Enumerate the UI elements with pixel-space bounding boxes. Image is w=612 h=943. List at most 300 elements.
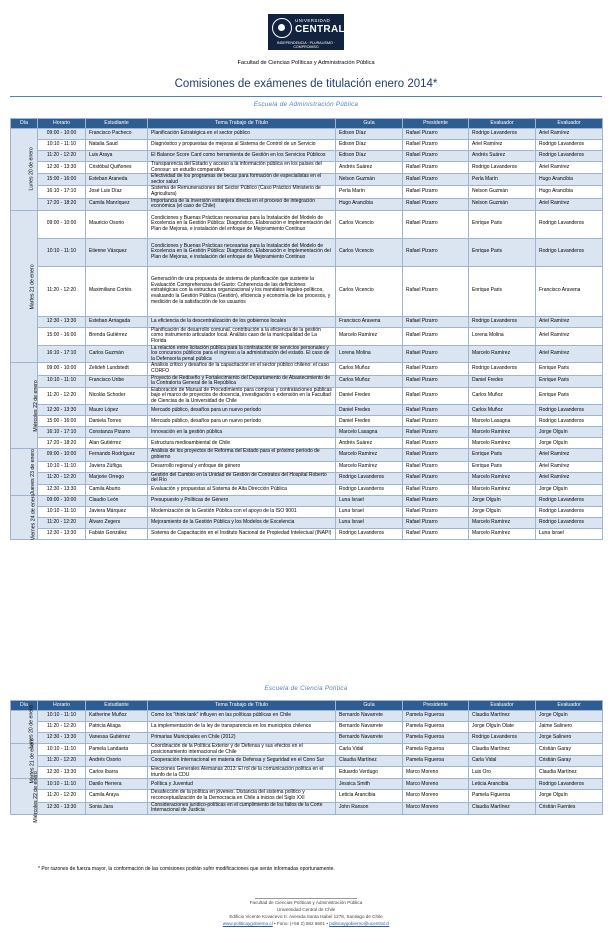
table-row [11,767,603,779]
cell-tema: Desarrollo regional y enfoque de género [148,461,336,472]
cell-presidente: Rafael Pizarro [403,438,469,449]
cell-evaluador: Carlos Muñoz [469,387,536,405]
cell-estudiante: Camila Aburto [86,484,148,495]
cell-evaluador: Ariel Ramírez [536,345,603,363]
cell-tema: Sistema de Remuneraciones del Sector Público (Caso Práctico Ministerio de Agricultura) [148,186,336,198]
column-header: Tema Trabajo de Título [148,119,336,129]
cell-horario: 10:10 - 11:10 [38,461,86,472]
cell-evaluador: Jorge Olguín [536,438,603,449]
cell-tema: Modernización de la Gestión Pública con el apoyo de la ISO 9001 [148,506,336,517]
cell-evaluador: Carla Vidal [469,756,536,767]
cell-estudiante: Esteban Arriagada [86,316,148,327]
cell-tema: Sistema de Capacitación en el Instituto Nacional de Propiedad Intelectual (INAPI) [148,528,336,539]
cell-estudiante: Mauro López [86,405,148,416]
table-row [11,238,603,266]
cell-guia: Andrés Suárez [336,438,403,449]
cell-guia: Carlos Muñoz [336,363,403,375]
cell-estudiante: Maximiliano Cortés [86,266,148,316]
table-row [11,427,603,438]
cell-estudiante: Camila Manríquez [86,198,148,210]
cell-evaluador: Enrique Paris [536,387,603,405]
cell-evaluador: Rodrigo Lavanderos [536,405,603,416]
cell-tema: Consideraciones jurídico-políticas en el cumplimiento de los fallos de la Corte Internacional de Justicia [148,802,336,814]
cell-tema: Condiciones y Buenas Prácticas necesarias para la Instalación del Modelo de Excelencia en la Gestión Pública: Diagnóstico, Elaboración e Implementación del Plan de Mejoras, e instalación del enfoque de Mejoramiento Continuo [148,238,336,266]
cell-evaluador: Perla Marín [469,174,536,186]
cell-guia: Claudia Martínez [336,756,403,767]
day-label: Miércoles 22 de enero [32,770,39,823]
footer-web-link[interactable]: www.politicaygobierno.cl [222,921,273,926]
table-row [11,472,603,484]
cell-evaluador: Rodrigo Lavanderos [536,416,603,427]
faculty-name: Facultad de Ciencias Políticas y Administración Pública [237,60,375,66]
cell-presidente: Rafael Pizarro [403,151,469,162]
cell-estudiante: Etienne Vásquez [86,238,148,266]
cell-presidente: Rafael Pizarro [403,129,469,140]
cell-guia: Luna Israel [336,517,403,528]
cell-presidente: Rafael Pizarro [403,174,469,186]
cell-presidente: Rafael Pizarro [403,210,469,238]
page-title: Comisiones de exámenes de titulación enero 2014* [174,78,438,90]
day-label: Lunes 20 de enero [28,147,35,192]
footer-line3: Edificio Vicente Kovacevic II. Avenida Santa Isabel 1278, Santiago de Chile [229,914,383,919]
cell-evaluador: Enrique Paris [536,375,603,387]
cell-horario: 12:30 - 13:30 [38,528,86,539]
cell-evaluador: Cristián Garay [536,744,603,756]
table-row [11,722,603,733]
day-cell [11,495,38,539]
table-header-row [11,119,603,129]
cell-evaluador: Andrés Suárez [469,151,536,162]
cell-presidente: Rafael Pizarro [403,375,469,387]
cell-tema: Cooperación Internacional en materia de Defensa y Seguridad en el Cono Sur [148,756,336,767]
cell-presidente: Rafael Pizarro [403,416,469,427]
cell-tema: Transparencia del Estado y acceso a la información pública en los países del Conosur: un estudio comparativo [148,162,336,174]
cell-evaluador: Claudia Martínez [469,744,536,756]
cell-evaluador: Jorge Olguín [536,427,603,438]
cell-evaluador: Ariel Ramírez [536,129,603,140]
column-header: Evaluador [536,701,603,711]
table-row [11,416,603,427]
cell-guia: Luna Israel [336,495,403,506]
cell-horario: 12:30 - 13:30 [38,733,86,744]
column-header: Estudiante [86,701,148,711]
cell-guia: Edison Díaz [336,129,403,140]
table-row [11,210,603,238]
schedule-table-ciencia-politica [10,700,603,823]
cell-estudiante: Luis Araya [86,151,148,162]
day-cell [11,770,39,823]
cell-evaluador: Marcelo Ramírez [469,427,536,438]
cell-estudiante: Francisco Pacheco [86,129,148,140]
cell-estudiante: Constanza Pizarro [86,427,148,438]
schedule-table-administracion [10,118,603,540]
table-row [11,528,603,539]
cell-tema: La implementación de la ley de transparencia en los municipios chilenos [148,722,336,733]
day-cell [11,363,38,449]
cell-evaluador: Enrique Paris [536,363,603,375]
logo-line2: CENTRAL [295,24,345,35]
cell-guia: Hugo Arancibia [336,198,403,210]
cell-estudiante: Andrés Osorio [86,756,148,767]
cell-horario: 12:30 - 13:30 [38,162,86,174]
cell-presidente: Rafael Pizarro [403,238,469,266]
column-header: Guía [336,119,403,129]
cell-estudiante: Esteban Araneda [86,174,148,186]
cell-guia: Rodrigo Lavanderos [336,472,403,484]
cell-evaluador: Rodrigo Lavanderos [469,733,536,744]
cell-presidente: Rafael Pizarro [403,495,469,506]
cell-guia: Carlos Muñoz [336,375,403,387]
cell-horario: 10:10 - 11:10 [38,779,86,790]
cell-guia: Marcelo Ramírez [336,449,403,461]
table-row [11,363,603,375]
table-row [11,345,603,363]
table-row [11,174,603,186]
cell-horario: 09:00 - 10:00 [38,363,86,375]
title-divider [10,96,602,97]
cell-presidente: Rafael Pizarro [403,506,469,517]
cell-horario: 11:20 - 12:20 [38,790,86,802]
footer-line1: Facultad de Ciencias Políticas y Administración Pública [249,900,363,905]
cell-evaluador: Luis Oro [469,767,536,779]
cell-tema: Estructura medioambiental de Chile [148,438,336,449]
cell-evaluador: Rodrigo Lavanderos [536,238,603,266]
cell-horario: 10:10 - 11:10 [38,744,86,756]
table-row [11,506,603,517]
cell-tema: Diagnóstico y propuestas de mejoras al Sistema de Control de un Servicio [148,140,336,151]
cell-horario: 11:20 - 12:20 [38,756,86,767]
cell-evaluador: Nelson Guzmán [469,198,536,210]
cell-presidente: Rafael Pizarro [403,461,469,472]
cell-evaluador: Ariel Ramírez [536,316,603,327]
cell-guia: Daniel Fredes [336,416,403,427]
cell-estudiante: Vanessa Gutiérrez [86,733,148,744]
cell-horario: 11:20 - 12:20 [38,266,86,316]
footer-line2: Universidad Central de Chile [276,907,336,912]
cell-evaluador: Rodrigo Lavanderos [469,129,536,140]
cell-estudiante: Sonia Jara [86,802,148,814]
cell-presidente: Marco Moreno [403,802,469,814]
cell-evaluador: Rodrigo Lavanderos [469,363,536,375]
cell-estudiante: Claudio León [86,495,148,506]
cell-evaluador: Hugo Arancibia [536,186,603,198]
cell-horario: 16:10 - 17:10 [38,345,86,363]
cell-horario: 17:20 - 18:20 [38,198,86,210]
cell-evaluador: Jorge Olguín [536,484,603,495]
cell-presidente: Rafael Pizarro [403,345,469,363]
school-heading: Escuela de Administración Pública [253,101,359,108]
footer-email-link[interactable]: politicaygobierno@ucentral.cl [329,921,390,926]
cell-evaluador: Marcelo Ramírez [469,345,536,363]
cell-guia: Jessica Smith [336,779,403,790]
table-row [11,744,603,756]
cell-presidente: Marco Moreno [403,779,469,790]
cell-evaluador: Enrique Paris [469,238,536,266]
table-row [11,711,603,722]
cell-guia: Andrés Suárez [336,162,403,174]
cell-presidente: Rafael Pizarro [403,427,469,438]
cell-guia: Leticia Arancibia [336,790,403,802]
cell-tema: El Balance Score Card como herramienta de Gestión en los Servicios Públicos [148,151,336,162]
cell-estudiante: Álvaro Zegers [86,517,148,528]
cell-presidente: Rafael Pizarro [403,316,469,327]
column-header: Tema Trabajo de Título [148,701,336,711]
cell-evaluador: Jorge Olguín [536,711,603,722]
column-header: Día [11,701,38,711]
cell-evaluador: Hugo Arancibia [536,174,603,186]
cell-guia: Lorena Molina [336,345,403,363]
cell-guia: Carlos Vicencio [336,266,403,316]
cell-presidente: Pamela Figueroa [403,756,469,767]
cell-guia: Luna Israel [336,506,403,517]
cell-horario: 09:00 - 10:00 [38,210,86,238]
cell-evaluador: Rodrigo Lavanderos [536,779,603,790]
cell-horario: 15:00 - 16:00 [38,327,86,345]
cell-evaluador: Rodrigo Lavanderos [536,151,603,162]
cell-evaluador: Carlos Muñoz [469,405,536,416]
column-header: Evaluador [469,119,536,129]
cell-horario: 12:30 - 13:30 [38,802,86,814]
cell-evaluador: Marcelo Lasagna [469,416,536,427]
cell-tema: Condiciones y Buenas Prácticas necesarias para la Instalación del Modelo de Excelencia en la Gestión Pública: Diagnóstico, Elaboración e Implementación del Plan de Mejoras, e instalación del enfoque de Mejoramiento Continuo [148,210,336,238]
cell-evaluador: Rodrigo Lavanderos [469,162,536,174]
cell-guia: Bernardo Navarrete [336,711,403,722]
cell-presidente: Rafael Pizarro [403,162,469,174]
cell-evaluador: Marcelo Ramírez [469,438,536,449]
cell-evaluador: Jorge Olguín [469,495,536,506]
cell-estudiante: Marjorie Orrego [86,472,148,484]
table-row [11,198,603,210]
cell-evaluador: Ariel Ramírez [536,327,603,345]
cell-evaluador: Jorge Salinero [536,733,603,744]
cell-presidente: Pamela Figueroa [403,722,469,733]
cell-evaluador: Claudia Martínez [469,802,536,814]
cell-horario: 16:10 - 17:10 [38,427,86,438]
cell-tema: Mejoramiento de la Gestión Pública y los Modelos de Excelencia [148,517,336,528]
cell-tema: Política y Juventud [148,779,336,790]
cell-tema: Planificación de desarrollo comunal, contribución a la eficiencia de la gestión como instrumento articulador local. Análisis caso de la municipalidad de La Florida [148,327,336,345]
cell-horario: 09:00 - 10:00 [38,449,86,461]
cell-estudiante: Katherine Muñoz [86,711,148,722]
column-header: Horario [38,119,86,129]
cell-evaluador: Pamela Figueroa [469,790,536,802]
cell-tema: Análisis de los proyectos de Reforma del Estado para el próximo período de gobierno [148,449,336,461]
cell-evaluador: Rodrigo Lavanderos [536,495,603,506]
cell-presidente: Rafael Pizarro [403,140,469,151]
table-row [11,151,603,162]
cell-horario: 11:20 - 12:20 [38,517,86,528]
table-row [11,449,603,461]
cell-horario: 12:30 - 13:30 [38,316,86,327]
column-header: Evaluador [536,119,603,129]
cell-estudiante: Carlos Guzmán [86,345,148,363]
cell-evaluador: Ariel Ramírez [536,461,603,472]
cell-horario: 12:30 - 13:30 [38,484,86,495]
cell-tema: Mercado público, desafíos para un nuevo período [148,405,336,416]
cell-guia: Carla Vidal [336,744,403,756]
cell-tema: Elecciones Generales Alemanas 2013: El rol de la comunicación política en el triunfo de la CDU [148,767,336,779]
cell-presidente: Rafael Pizarro [403,449,469,461]
cell-presidente: Pamela Figueroa [403,733,469,744]
table-row [11,405,603,416]
cell-evaluador: Marcelo Ramírez [469,472,536,484]
cell-evaluador: Rodrigo Lavanderos [536,140,603,151]
cell-tema: Análisis crítico y desafíos de la capacitación en el sector público chileno: el caso CORFO [148,363,336,375]
cell-guia: Edison Díaz [336,151,403,162]
cell-tema: Efectividad de los programas de becas para formación de especialistas en el sector salud [148,174,336,186]
cell-horario: 09:00 - 10:00 [38,495,86,506]
cell-guia: Carlos Vicencio [336,238,403,266]
cell-guia: Daniel Fredes [336,387,403,405]
cell-horario: 10:10 - 11:10 [38,140,86,151]
cell-tema: Innovación en la gestión pública [148,427,336,438]
cell-evaluador: Cristián Fuentes [536,802,603,814]
footer-phone: • Fono: (+56 2) 582 6601 • [274,921,328,926]
cell-guia: Rodrigo Lavanderos [336,528,403,539]
table-row [11,375,603,387]
cell-horario: 11:20 - 12:20 [38,387,86,405]
cell-guia: Eduardo Verdugo [336,767,403,779]
cell-horario: 11:20 - 12:20 [38,151,86,162]
column-header: Presidente [403,119,469,129]
cell-guia: Marcelo Ramírez [336,461,403,472]
cell-tema: Mercado público, desafíos para un nuevo período [148,416,336,427]
cell-estudiante: Mauricio Osorio [86,210,148,238]
cell-presidente: Rafael Pizarro [403,484,469,495]
cell-presidente: Marco Moreno [403,767,469,779]
table-row [11,129,603,140]
cell-guia: Marcelo Lasagna [336,427,403,438]
cell-tema: Importancia de la inversión extranjera directa en el proceso de integración económica (el caso de Chile) [148,198,336,210]
logo-line1: UNIVERSIDAD [295,18,331,23]
cell-guia: John Ranson [336,802,403,814]
cell-guia: Perla Marín [336,186,403,198]
cell-estudiante: Alan Gutiérrez [86,438,148,449]
cell-evaluador: Ariel Ramírez [536,472,603,484]
table-row [11,327,603,345]
logo-tagline: INDEPENDENCIA · PLURALISMO · COMPROMISO [277,41,335,49]
table-row [11,461,603,472]
day-cell [11,210,38,363]
column-header: Presidente [403,701,469,711]
cell-estudiante: Patricia Aliaga [86,722,148,733]
cell-guia: Bernardo Navarrete [336,733,403,744]
day-cell [11,129,38,211]
table-row [11,790,603,802]
cell-evaluador: Luna Israel [536,528,603,539]
cell-evaluador: Lorena Molina [469,327,536,345]
cell-evaluador: Marcelo Ramírez [469,484,536,495]
cell-guia: Francisco Aravena [336,316,403,327]
column-header: Estudiante [86,119,148,129]
cell-presidente: Rafael Pizarro [403,363,469,375]
cell-estudiante: Natalia Saud [86,140,148,151]
column-header: Horario [38,701,86,711]
cell-tema: Generación de una propuesta de sistema de planificación que sustente la Evaluación Comprehensiva del Gasto: Coherencia de las definiciones estratégicas con la estructura organizacional y los mandatos legales-políticos, evaluando la Gestión Pública (Gestión), eficiencia y economía de los procesos, y medición de la satisfacción de los usuarios [148,266,336,316]
school-heading: Escuela de Ciencia Política [264,685,348,692]
cell-evaluador: Jorge Olguín [536,790,603,802]
cell-horario: 10:10 - 11:10 [38,711,86,722]
cell-evaluador: Enrique Paris [469,210,536,238]
cell-guia: Nelson Guzmán [336,174,403,186]
cell-estudiante: Pamela Landaeta [86,744,148,756]
cell-evaluador: Enrique Paris [469,461,536,472]
footer-divider [255,898,357,899]
cell-tema: Proyecto de Rediseño y Fortalecimiento del Departamento de Abastecimiento de la Contraloría General de la República [148,375,336,387]
cell-tema: Evaluación y propuestas al Sistema de Alta Dirección Pública [148,484,336,495]
cell-estudiante: Cristóbal Quiñones [86,162,148,174]
cell-estudiante: Camila Araya [86,790,148,802]
column-header: Día [11,119,38,129]
cell-presidente: Rafael Pizarro [403,198,469,210]
cell-horario: 11:20 - 12:20 [38,722,86,733]
day-label: Viernes 24 de enero [30,494,37,541]
cell-evaluador: Claudia Martínez [469,711,536,722]
cell-evaluador: Jorge Olguín [469,506,536,517]
day-label: Martes 21 de enero [29,264,36,310]
cell-estudiante: Javiera Márquez [86,506,148,517]
footer-contact [0,921,612,926]
day-label: Miércoles 22 de enero [32,380,39,432]
table-row [11,733,603,744]
cell-tema: Desafección de la política en jóvenes. Distancia del sistema político y reconceptualización de la Democracia en Chile a inicios del Siglo XXI [148,790,336,802]
cell-tema: Coordinación de la Política Exterior y de Defensa y sus efectos en el posicionamiento internacional de Chile [148,744,336,756]
table-row [11,266,603,316]
cell-tema: Gestión del Cambio en la Unidad de Gestión de Contratos del Hospital Roberto del Río [148,472,336,484]
cell-horario: 17:20 - 18:20 [38,438,86,449]
cell-evaluador: Rodrigo Lavanderos [536,210,603,238]
cell-tema: Primarias Municipales en Chile (2012) [148,733,336,744]
day-label: Lunes 20 de enero [28,705,35,749]
cell-evaluador: Enrique Paris [469,266,536,316]
cell-evaluador: Rodrigo Lavanderos [469,316,536,327]
cell-estudiante: Fernando Rodríguez [86,449,148,461]
cell-horario: 10:10 - 11:10 [38,506,86,517]
cell-tema: La eficiencia de la descentralización de los gobiernos locales [148,316,336,327]
table-row [11,438,603,449]
table-row [11,140,603,151]
cell-evaluador: Marcelo Ramírez [469,528,536,539]
cell-evaluador: Ariel Ramírez [469,140,536,151]
cell-estudiante: Brenda Gutiérrez [86,327,148,345]
table-row [11,756,603,767]
cell-guia: Rodrigo Lavanderos [336,484,403,495]
cell-presidente: Rafael Pizarro [403,266,469,316]
cell-evaluador: Ariel Ramírez [536,449,603,461]
cell-horario: 11:20 - 12:20 [38,472,86,484]
cell-evaluador: Jaime Salinero [536,722,603,733]
cell-presidente: Pamela Figueroa [403,711,469,722]
cell-horario: 15:00 - 16:00 [38,174,86,186]
cell-tema: Como los "think tank" influyen en las políticas públicas en Chile [148,711,336,722]
cell-estudiante: Nicolás Schoder [86,387,148,405]
table-row [11,484,603,495]
day-label: Martes 21 de enero [29,738,36,784]
cell-presidente: Rafael Pizarro [403,472,469,484]
university-logo [268,14,344,50]
column-header: Guía [336,701,403,711]
cell-evaluador: Cristián Garay [536,756,603,767]
cell-estudiante: Danilo Herrera [86,779,148,790]
cell-horario: 09:00 - 10:00 [38,129,86,140]
table-row [11,517,603,528]
cell-evaluador: Nelson Guzmán [469,186,536,198]
cell-evaluador: Leticia Arancibia [469,779,536,790]
table-row [11,316,603,327]
cell-presidente: Marco Moreno [403,790,469,802]
cell-evaluador: Rodrigo Lavanderos [536,506,603,517]
cell-evaluador: Francisco Aravena [536,266,603,316]
